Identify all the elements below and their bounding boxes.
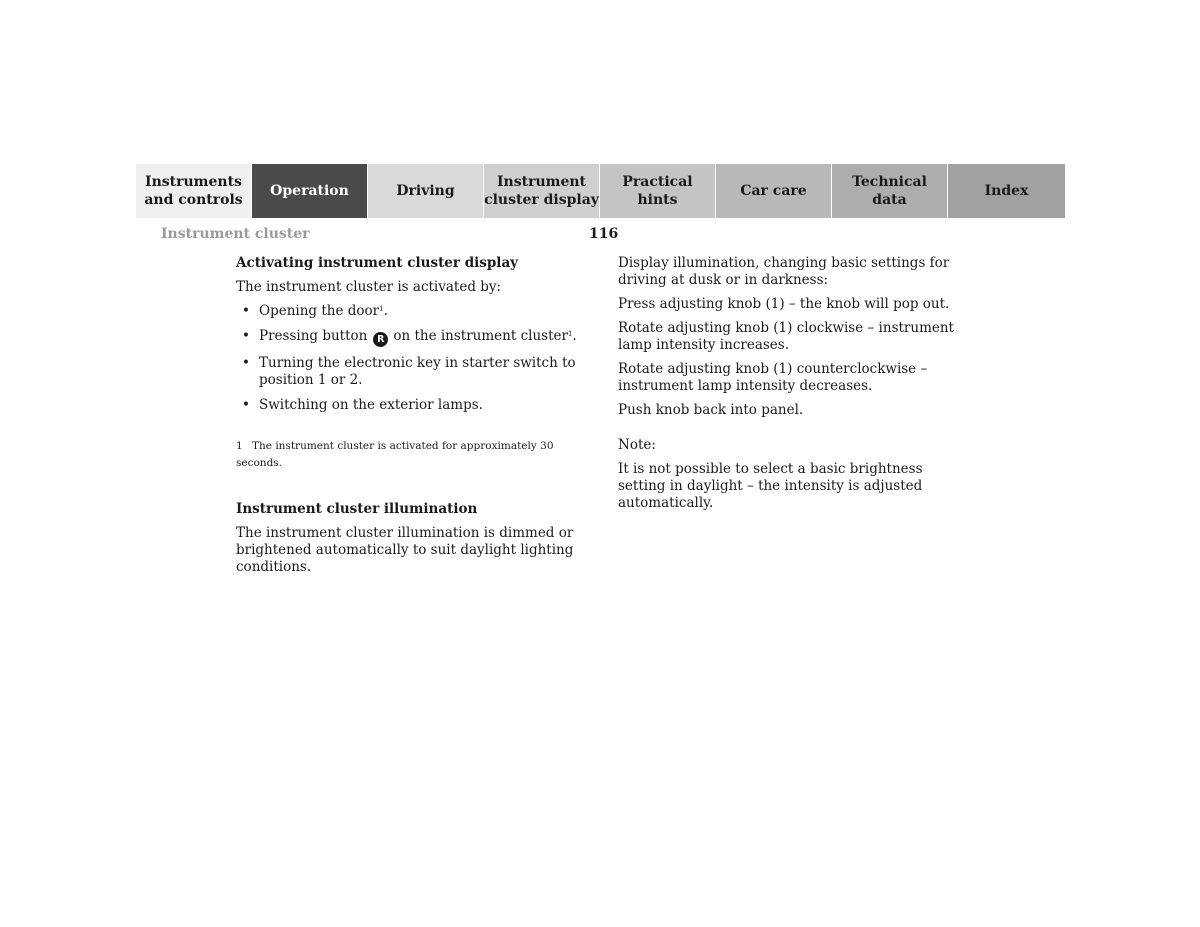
- tab-index[interactable]: Index: [948, 164, 1065, 218]
- list-item: [236, 303, 586, 320]
- tab-instruments-and-controls[interactable]: Instruments and controls: [136, 164, 252, 218]
- note-label: Note:: [618, 437, 656, 453]
- footnote: [236, 438, 586, 472]
- list-item: [236, 397, 586, 414]
- paragraph: Press adjusting knob (1) – the knob will pop out.: [618, 296, 950, 312]
- paragraph: Rotate adjusting knob (1) counterclockwise – instrument lamp intensity decreases.: [618, 361, 928, 394]
- footnote-ref: 1: [567, 330, 573, 338]
- footnote-ref: 1: [379, 305, 384, 313]
- left-column: [236, 255, 586, 583]
- tab-operation[interactable]: Operation: [252, 164, 368, 218]
- footnote-number: 1: [236, 440, 243, 452]
- footnote-text: The instrument cluster is activated for approximately 30 seconds.: [236, 440, 554, 469]
- tab-driving[interactable]: Driving: [368, 164, 484, 218]
- list-item-punct: .: [383, 303, 388, 319]
- list-item-text: Pressing button: [259, 328, 368, 344]
- note-text: It is not possible to select a basic brightness setting in daylight – the intensity is adjusted automatically.: [618, 461, 923, 511]
- list-item: [236, 328, 586, 347]
- list-item-text: on the instrument cluster: [393, 328, 568, 344]
- tab-car-care[interactable]: Car care: [716, 164, 832, 218]
- section-tabs: [136, 164, 1065, 218]
- tab-technical-data[interactable]: Technical data: [832, 164, 948, 218]
- list-item-text: Opening the door: [259, 303, 380, 319]
- right-column: [618, 255, 968, 519]
- r-button-icon: R: [373, 332, 388, 347]
- tab-instrument-cluster-display[interactable]: Instrument cluster display: [484, 164, 600, 218]
- illumination-text: The instrument cluster illumination is dimmed or brightened automatically to suit daylight lighting conditions.: [236, 525, 574, 575]
- intro-text: The instrument cluster is activated by:: [236, 279, 502, 295]
- list-item-text: Switching on the exterior lamps.: [259, 397, 483, 413]
- list-item: [236, 355, 586, 389]
- paragraph: Display illumination, changing basic settings for driving at dusk or in darkness:: [618, 255, 950, 288]
- activation-list: [236, 303, 586, 414]
- heading-activating-display: Activating instrument cluster display: [236, 255, 519, 271]
- tab-practical-hints[interactable]: Practical hints: [600, 164, 716, 218]
- paragraph: Push knob back into panel.: [618, 402, 804, 418]
- heading-cluster-illumination: Instrument cluster illumination: [236, 501, 478, 517]
- list-item-text: Turning the electronic key in starter switch to position 1 or 2.: [259, 355, 576, 388]
- paragraph: Rotate adjusting knob (1) clockwise – instrument lamp intensity increases.: [618, 320, 954, 353]
- list-item-punct: .: [572, 328, 577, 344]
- section-title: Instrument cluster: [161, 226, 310, 242]
- page-number: 116: [589, 226, 619, 242]
